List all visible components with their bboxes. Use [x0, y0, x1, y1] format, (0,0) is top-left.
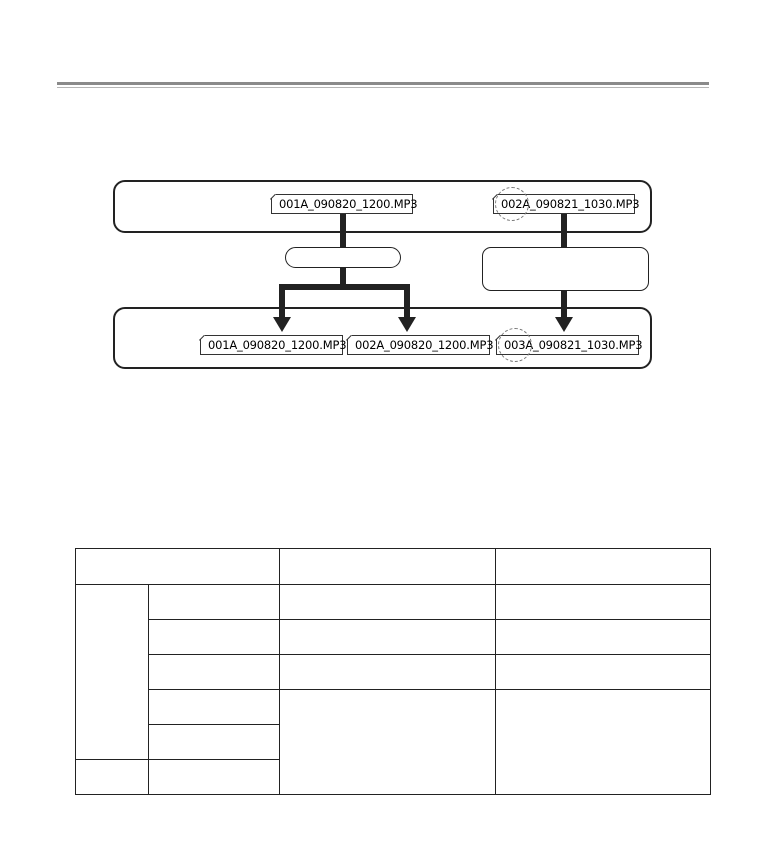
file-name: 001A_090820_1200.MP3: [208, 338, 347, 352]
table-row: [76, 655, 711, 690]
table-cell: [280, 620, 496, 655]
table-cell: [496, 585, 711, 620]
table-row: [76, 690, 711, 725]
dest-file-1: [200, 335, 347, 355]
table-cell: [149, 760, 280, 795]
table-cell: [149, 690, 280, 725]
table-cell: [149, 585, 280, 620]
arrowhead-right: [555, 317, 573, 332]
table-cell: [280, 690, 496, 795]
table-cell: [76, 585, 149, 760]
table-cell: [496, 620, 711, 655]
table-cell: [149, 620, 280, 655]
spec-table: [75, 548, 711, 795]
prefix-highlight-source: [495, 187, 529, 221]
table-row: [76, 585, 711, 620]
table-cell: [149, 655, 280, 690]
file-name: 001A_090820_1200.MP3: [279, 197, 418, 211]
file-name: 002A_090820_1200.MP3: [355, 338, 494, 352]
table-cell: [496, 690, 711, 795]
source-file-1: [271, 194, 418, 214]
table-row: [76, 620, 711, 655]
prefix-highlight-dest: [498, 328, 532, 362]
table-header-row: [76, 549, 711, 585]
arrowhead-middle: [398, 317, 416, 332]
table-header-cell: [280, 549, 496, 585]
arrowhead-left: [273, 317, 291, 332]
file-name: 002A_090821_1030.MP3: [501, 197, 640, 211]
table-cell: [496, 655, 711, 690]
table-cell: [76, 760, 149, 795]
table-cell: [149, 725, 280, 760]
copy-label-pill: [285, 247, 401, 268]
table-cell: [280, 585, 496, 620]
table-header-cell: [496, 549, 711, 585]
table-cell: [280, 655, 496, 690]
rename-note-box: [482, 247, 649, 291]
dest-file-2: [347, 335, 494, 355]
table-header-cell: [76, 549, 280, 585]
file-name: 003A_090821_1030.MP3: [504, 338, 643, 352]
